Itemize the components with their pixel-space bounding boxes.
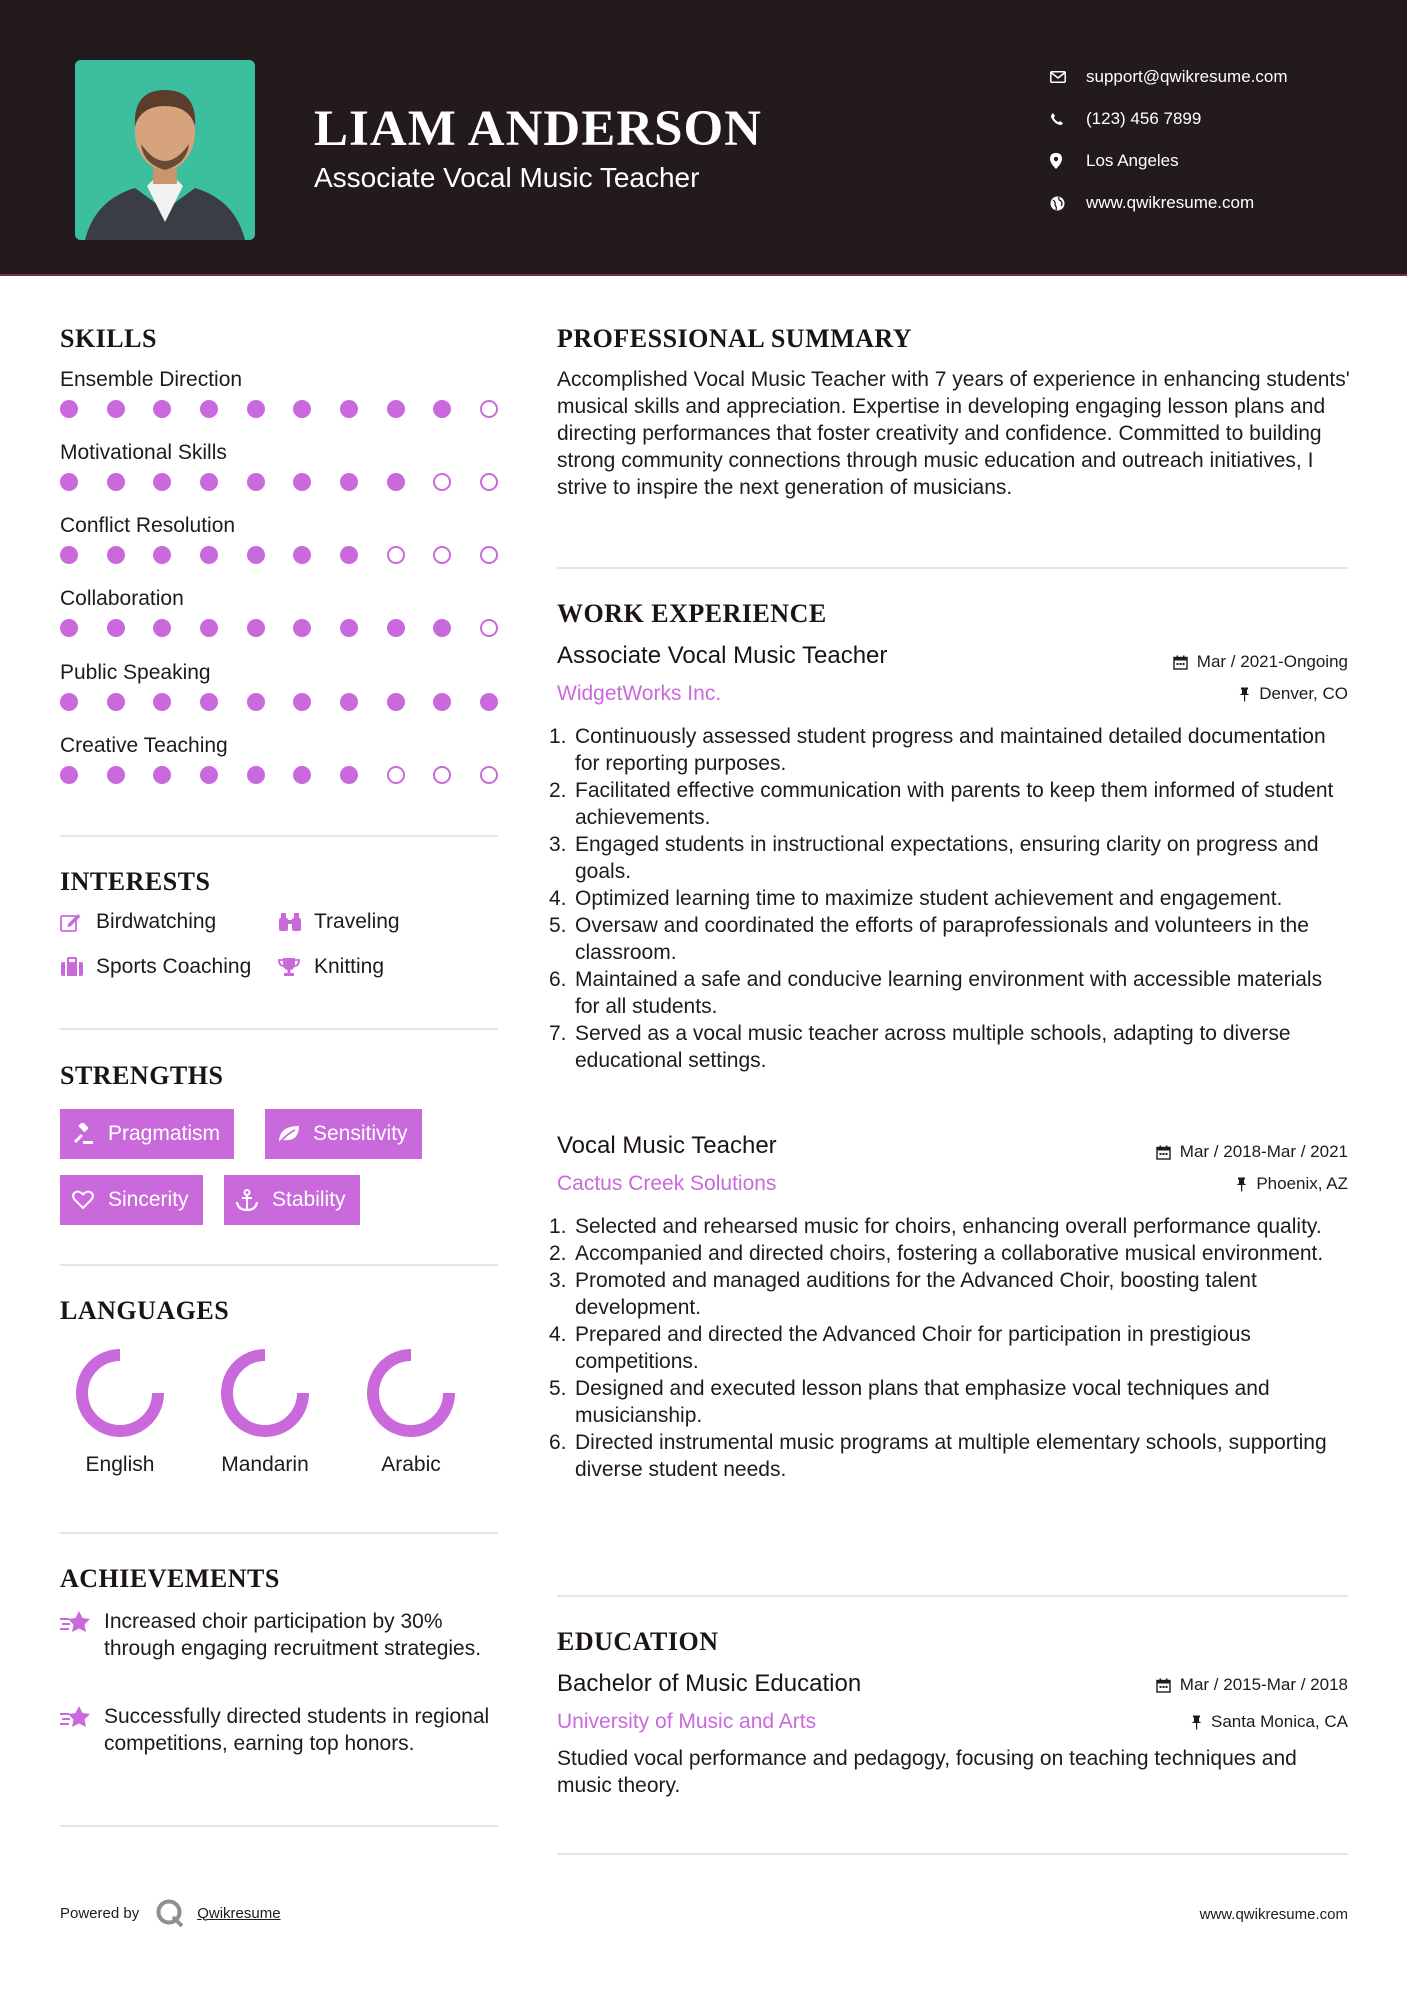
- skill-name: Collaboration: [60, 587, 184, 610]
- summary-text: Accomplished Vocal Music Teacher with 7 years of experience in enhancing students' musical skills and appreciation. Expertise in developing engaging lesson plans and directing performances that foster creativity and confidence. Committed to building strong community connections through music education and outreach initiatives, I strive to inspire the next generation of musicians.: [557, 368, 1350, 499]
- job-bullet: [549, 831, 1352, 885]
- rating-dot-empty: [387, 546, 405, 564]
- rating-dot-filled: [293, 619, 311, 637]
- star-badge-icon: [60, 1703, 104, 1757]
- section-divider: [557, 567, 1348, 569]
- candidate-title: Associate Vocal Music Teacher: [314, 162, 700, 193]
- pushpin-icon: [1236, 1177, 1247, 1192]
- job-bullets: [549, 1213, 1352, 1483]
- pencil-square-icon: [60, 912, 96, 932]
- star-badge-icon: [60, 1608, 104, 1662]
- job-bullet: [549, 1429, 1352, 1483]
- profile-photo-image: [75, 60, 255, 240]
- binoculars-icon: [278, 912, 314, 932]
- job-bullet: [549, 1020, 1352, 1074]
- bullet-text: Optimized learning time to maximize student achievement and engagement.: [575, 887, 1283, 910]
- job-bullet: [549, 912, 1352, 966]
- rating-dot-filled: [107, 766, 125, 784]
- rating-dot-filled: [107, 473, 125, 491]
- rating-dot-filled: [340, 546, 358, 564]
- skill-item: [60, 661, 500, 711]
- rating-dot-empty: [387, 766, 405, 784]
- rating-dot-filled: [387, 619, 405, 637]
- skill-rating: [60, 546, 498, 564]
- job-date-text: Mar / 2018-Mar / 2021: [1179, 1142, 1348, 1161]
- interests-heading: INTERESTS: [60, 867, 211, 896]
- contact-location-text: Los Angeles: [1086, 151, 1179, 170]
- language-label: Mandarin: [221, 1453, 309, 1476]
- rating-dot-empty: [480, 619, 498, 637]
- rating-dot-filled: [200, 400, 218, 418]
- powered-by-text: Powered by: [60, 1904, 140, 1922]
- skill-rating: [60, 619, 498, 637]
- strength-label: Pragmatism: [108, 1122, 221, 1145]
- language-level-arc: [373, 1355, 449, 1431]
- qwikresume-logo-icon: [155, 1898, 185, 1928]
- rating-dot-filled: [153, 619, 171, 637]
- bullet-text: Oversaw and coordinated the efforts of paraprofessionals and volunteers in the classroom.: [575, 914, 1309, 964]
- language-ring: [74, 1347, 166, 1439]
- achievements-heading: ACHIEVEMENTS: [60, 1564, 280, 1593]
- calendar-icon: [1156, 1678, 1171, 1693]
- bullet-text: Accompanied and directed choirs, fostering a collaborative musical environment.: [575, 1242, 1324, 1265]
- bullet-number: 1.: [549, 725, 567, 748]
- rating-dot-filled: [153, 546, 171, 564]
- experience-heading: WORK EXPERIENCE: [557, 599, 827, 628]
- interest-item: [60, 910, 216, 934]
- rating-dot-filled: [153, 766, 171, 784]
- skill-rating: [60, 400, 498, 418]
- rating-dot-filled: [433, 693, 451, 711]
- education-date-text: Mar / 2015-Mar / 2018: [1179, 1675, 1348, 1694]
- globe-icon: [1050, 196, 1086, 211]
- bullet-text: Served as a vocal music teacher across multiple schools, adapting to diverse educational settings.: [575, 1022, 1291, 1072]
- job-bullet: [549, 885, 1352, 912]
- bullet-number: 7.: [549, 1022, 567, 1045]
- rating-dot-filled: [247, 693, 265, 711]
- rating-dot-empty: [433, 473, 451, 491]
- job-bullets: [549, 723, 1352, 1074]
- rating-dot-filled: [200, 693, 218, 711]
- interest-item: [278, 955, 384, 979]
- gavel-icon: [72, 1123, 108, 1145]
- language-item: [50, 1347, 190, 1477]
- strength-tag: [60, 1109, 234, 1159]
- contact-phone-text: (123) 456 7899: [1086, 109, 1202, 128]
- job-bullet: [549, 966, 1352, 1020]
- anchor-icon: [236, 1189, 272, 1211]
- strength-label: Sensitivity: [313, 1122, 408, 1145]
- rating-dot-filled: [340, 473, 358, 491]
- rating-dot-filled: [247, 400, 265, 418]
- rating-dot-filled: [200, 619, 218, 637]
- degree-title: Bachelor of Music Education: [557, 1670, 862, 1697]
- education-location: [1191, 1712, 1348, 1732]
- rating-dot-filled: [200, 473, 218, 491]
- bullet-text: Facilitated effective communication with parents to keep them informed of student achievements.: [575, 779, 1334, 829]
- strengths-heading: STRENGTHS: [60, 1061, 224, 1090]
- rating-dot-filled: [60, 766, 78, 784]
- bullet-number: 1.: [549, 1215, 567, 1238]
- job-date: [1173, 652, 1348, 672]
- rating-dot-filled: [293, 400, 311, 418]
- section-divider: [60, 1825, 498, 1827]
- trophy-icon: [278, 957, 314, 977]
- rating-dot-filled: [340, 400, 358, 418]
- skill-item: [60, 368, 500, 418]
- rating-dot-filled: [247, 546, 265, 564]
- education-date: [1156, 1675, 1348, 1695]
- rating-dot-filled: [60, 473, 78, 491]
- section-divider: [60, 1028, 498, 1030]
- language-label: Arabic: [381, 1453, 441, 1476]
- job-bullet: [549, 1213, 1352, 1240]
- language-item: [341, 1347, 481, 1477]
- rating-dot-filled: [293, 766, 311, 784]
- phone-icon: [1050, 112, 1086, 126]
- rating-dot-filled: [247, 766, 265, 784]
- job-bullet: [549, 1267, 1352, 1321]
- strength-tag: [265, 1109, 422, 1159]
- contact-website[interactable]: [1050, 182, 1288, 224]
- job-bullet: [549, 723, 1352, 777]
- rating-dot-filled: [60, 400, 78, 418]
- skill-item: [60, 441, 500, 491]
- rating-dot-filled: [387, 693, 405, 711]
- rating-dot-filled: [60, 546, 78, 564]
- bullet-number: 5.: [549, 1377, 567, 1400]
- contact-location: [1050, 140, 1288, 182]
- footer-brand-link[interactable]: Qwikresume: [197, 1904, 281, 1922]
- job-title: Associate Vocal Music Teacher: [557, 642, 888, 669]
- rating-dot-empty: [480, 400, 498, 418]
- rating-dot-empty: [480, 546, 498, 564]
- suitcase-icon: [60, 957, 96, 977]
- section-divider: [557, 1853, 1348, 1855]
- rating-dot-filled: [433, 400, 451, 418]
- skill-name: Ensemble Direction: [60, 368, 243, 391]
- job-location: [1239, 684, 1348, 704]
- rating-dot-filled: [293, 473, 311, 491]
- strength-tag: [60, 1175, 203, 1225]
- strength-tag: [224, 1175, 360, 1225]
- education-description: Studied vocal performance and pedagogy, focusing on teaching techniques and music theory.: [557, 1747, 1297, 1797]
- rating-dot-empty: [480, 766, 498, 784]
- rating-dot-filled: [293, 693, 311, 711]
- company-name: WidgetWorks Inc.: [557, 682, 722, 705]
- bullet-number: 2.: [549, 779, 567, 802]
- rating-dot-filled: [340, 619, 358, 637]
- rating-dot-filled: [60, 693, 78, 711]
- rating-dot-filled: [247, 473, 265, 491]
- calendar-icon: [1156, 1145, 1171, 1160]
- rating-dot-filled: [153, 473, 171, 491]
- strength-label: Stability: [272, 1188, 346, 1211]
- calendar-icon: [1173, 655, 1188, 670]
- footer-powered-by: [60, 1898, 281, 1928]
- job-location-text: Denver, CO: [1259, 684, 1348, 703]
- rating-dot-filled: [107, 693, 125, 711]
- language-ring: [219, 1347, 311, 1439]
- interest-label: Birdwatching: [96, 910, 217, 933]
- interest-label: Sports Coaching: [96, 955, 252, 978]
- company-name: Cactus Creek Solutions: [557, 1172, 777, 1195]
- header-divider: [0, 274, 1407, 276]
- bullet-number: 4.: [549, 1323, 567, 1346]
- contact-phone[interactable]: [1050, 98, 1288, 140]
- section-divider: [60, 835, 498, 837]
- rating-dot-empty: [433, 766, 451, 784]
- education-heading: EDUCATION: [557, 1627, 719, 1656]
- skill-item: [60, 587, 500, 637]
- rating-dot-filled: [107, 546, 125, 564]
- job-bullet: [549, 1240, 1352, 1267]
- rating-dot-filled: [433, 619, 451, 637]
- interest-item: [278, 910, 400, 934]
- achievement-item: [60, 1608, 500, 1662]
- language-ring: [365, 1347, 457, 1439]
- interest-label: Traveling: [314, 910, 400, 933]
- rating-dot-empty: [480, 473, 498, 491]
- section-divider: [557, 1595, 1348, 1597]
- bullet-text: Maintained a safe and conducive learning environment with accessible materials for all students.: [575, 968, 1323, 1018]
- rating-dot-filled: [340, 693, 358, 711]
- bullet-number: 3.: [549, 1269, 567, 1292]
- rating-dot-filled: [60, 619, 78, 637]
- bullet-text: Engaged students in instructional expectations, ensuring clarity on progress and goals.: [575, 833, 1319, 883]
- summary-heading: PROFESSIONAL SUMMARY: [557, 324, 913, 353]
- rating-dot-filled: [340, 766, 358, 784]
- rating-dot-filled: [200, 546, 218, 564]
- language-level-arc: [82, 1355, 158, 1431]
- job-location: [1236, 1174, 1348, 1194]
- achievement-item: [60, 1703, 500, 1757]
- bullet-text: Selected and rehearsed music for choirs, enhancing overall performance quality.: [575, 1215, 1322, 1238]
- rating-dot-filled: [387, 473, 405, 491]
- skill-item: [60, 514, 500, 564]
- bullet-number: 6.: [549, 1431, 567, 1454]
- skill-rating: [60, 693, 498, 711]
- skill-name: Motivational Skills: [60, 441, 227, 464]
- job-date: [1156, 1142, 1348, 1162]
- skill-item: [60, 734, 500, 784]
- rating-dot-filled: [107, 400, 125, 418]
- location-pin-icon: [1050, 153, 1086, 169]
- job-bullet: [549, 1321, 1352, 1375]
- bullet-number: 6.: [549, 968, 567, 991]
- job-date-text: Mar / 2021-Ongoing: [1196, 652, 1348, 671]
- pushpin-icon: [1191, 1715, 1202, 1730]
- bullet-number: 5.: [549, 914, 567, 937]
- skill-rating: [60, 766, 498, 784]
- contact-email[interactable]: [1050, 56, 1288, 98]
- school-name: University of Music and Arts: [557, 1710, 817, 1733]
- achievement-text: Increased choir participation by 30% through engaging recruitment strategies.: [104, 1610, 482, 1660]
- heart-icon: [72, 1190, 108, 1210]
- skill-name: Conflict Resolution: [60, 514, 236, 537]
- bullet-text: Continuously assessed student progress and maintained detailed documentation for reporting purposes.: [575, 725, 1326, 775]
- contact-website-text: www.qwikresume.com: [1086, 193, 1255, 212]
- rating-dot-filled: [293, 546, 311, 564]
- bullet-number: 3.: [549, 833, 567, 856]
- section-divider: [60, 1264, 498, 1266]
- skills-heading: SKILLS: [60, 324, 157, 353]
- rating-dot-empty: [433, 546, 451, 564]
- footer-website[interactable]: www.qwikresume.com: [1199, 1906, 1348, 1923]
- job-location-text: Phoenix, AZ: [1256, 1174, 1348, 1193]
- rating-dot-filled: [153, 693, 171, 711]
- language-item: [195, 1347, 335, 1477]
- profile-photo: [75, 60, 255, 240]
- bullet-text: Promoted and managed auditions for the Advanced Choir, boosting talent development.: [575, 1269, 1257, 1319]
- leaf-icon: [277, 1124, 313, 1144]
- rating-dot-filled: [480, 693, 498, 711]
- candidate-name: LIAM ANDERSON: [314, 101, 762, 157]
- pushpin-icon: [1239, 687, 1250, 702]
- section-divider: [60, 1532, 498, 1534]
- bullet-number: 4.: [549, 887, 567, 910]
- contact-list: [1050, 56, 1288, 224]
- interest-item: [60, 955, 251, 979]
- achievement-text: Successfully directed students in regional competitions, earning top honors.: [104, 1705, 490, 1755]
- resume-header: [0, 0, 1407, 276]
- interest-label: Knitting: [314, 955, 385, 978]
- language-label: English: [85, 1453, 155, 1476]
- rating-dot-filled: [153, 400, 171, 418]
- job-bullet: [549, 1375, 1352, 1429]
- job-bullet: [549, 777, 1352, 831]
- bullet-text: Directed instrumental music programs at multiple elementary schools, supporting diverse student needs.: [575, 1431, 1327, 1481]
- bullet-text: Designed and executed lesson plans that emphasize vocal techniques and musicianship.: [575, 1377, 1270, 1427]
- language-level-arc: [227, 1355, 303, 1431]
- bullet-number: 2.: [549, 1242, 567, 1265]
- strength-label: Sincerity: [108, 1188, 189, 1211]
- skill-name: Creative Teaching: [60, 734, 228, 757]
- bullet-text: Prepared and directed the Advanced Choir for participation in prestigious competitions.: [575, 1323, 1251, 1373]
- rating-dot-filled: [247, 619, 265, 637]
- skill-rating: [60, 473, 498, 491]
- skill-name: Public Speaking: [60, 661, 211, 684]
- contact-email-text: support@qwikresume.com: [1086, 67, 1288, 86]
- job-title: Vocal Music Teacher: [557, 1132, 777, 1159]
- rating-dot-filled: [107, 619, 125, 637]
- rating-dot-filled: [200, 766, 218, 784]
- envelope-icon: [1050, 71, 1086, 83]
- rating-dot-filled: [387, 400, 405, 418]
- languages-heading: LANGUAGES: [60, 1296, 230, 1325]
- education-location-text: Santa Monica, CA: [1210, 1712, 1348, 1731]
